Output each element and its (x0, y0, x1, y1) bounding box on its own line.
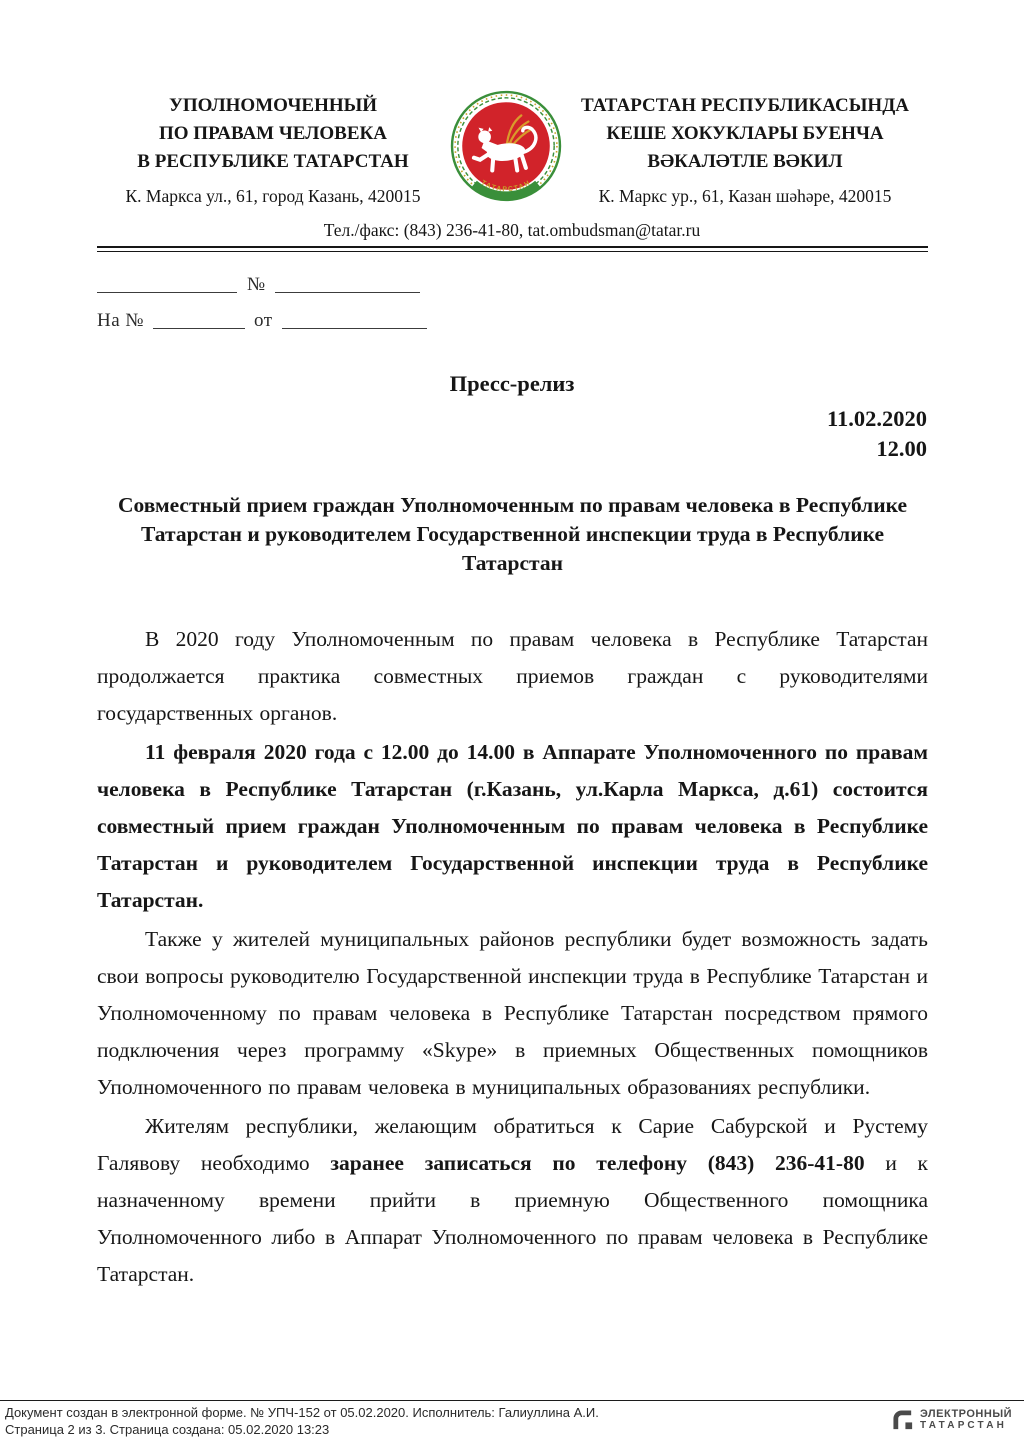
org-line: В РЕСПУБЛИКЕ ТАТАРСТАН (137, 151, 409, 172)
outgoing-number-row (97, 272, 928, 302)
document-title: Пресс-релиз (449, 371, 575, 396)
from-label: от (254, 310, 273, 331)
page-footer (0, 1400, 1024, 1447)
stamp-text (920, 1408, 1012, 1432)
paragraph: В 2020 году Уполномоченным по правам человека в Республике Татарстан продолжается практика совместных приемов граждан с руководителями государственных органов. (97, 627, 928, 725)
on-number-label: На № (97, 310, 145, 331)
paragraph: 11 февраля 2020 года с 12.00 до 14.00 в Аппарате Уполномоченного по правам человека в Республике Татарстан (г.Казань, ул.Карла Маркса, д.61) состоится совместный прием граждан Уполномоченным по правам человека в Республике Татарстан и руководителем Государственной инспекции труда в Республике Татарстан. (97, 740, 928, 912)
footer-doc-info: Документ создан в электронной форме. № УПЧ-152 от 05.02.2020. Исполнитель: Галиуллина А.И. (5, 1405, 599, 1420)
electronic-tatarstan-stamp (892, 1408, 1012, 1432)
date-blank-field (97, 272, 237, 293)
footer-text (0, 1401, 1024, 1438)
contact-line: Тел./факс: (843) 236-41-80, tat.ombudsman@tatar.ru (323, 220, 701, 240)
incoming-date-blank-field (282, 308, 427, 329)
document-date: 11.02.2020 (826, 406, 927, 431)
document-datetime (0, 404, 927, 464)
incoming-number-blank-field (153, 308, 245, 329)
org-line: КЕШЕ ХОКУКЛАРЫ БУЕНЧА (606, 123, 884, 144)
incoming-number-row (97, 308, 928, 338)
emblem-svg (450, 90, 562, 202)
org-name-tatar (562, 90, 928, 207)
org-name-russian (97, 90, 449, 207)
footer-page-info: Страница 2 из 3. Страница создана: 05.02.2020 13:23 (5, 1421, 330, 1437)
org-address-russian: К. Маркса ул., 61, город Казань, 420015 (125, 186, 421, 206)
org-address-tatar: К. Маркс ур., 61, Казан шәһәре, 420015 (598, 186, 892, 206)
electronic-tatarstan-icon (892, 1409, 915, 1432)
document-body (97, 621, 928, 1293)
number-sign-label: № (247, 274, 266, 295)
letterhead-divider (97, 246, 928, 252)
stamp-line-1: ЭЛЕКТРОННЫЙ (920, 1408, 1012, 1420)
document-heading: Совместный прием граждан Уполномоченным по правам человека в Республике Татарстан и руководителем Государственной инспекции труда в Республике Татарстан (117, 493, 908, 575)
tatarstan-coat-of-arms-icon (450, 90, 562, 202)
org-line: ПО ПРАВАМ ЧЕЛОВЕКА (158, 123, 387, 144)
document-time: 12.00 (876, 436, 927, 461)
paragraph: Также у жителей муниципальных районов республики будет возможность задать свои вопросы руководителю Государственной инспекции труда в Республике Татарстан и Уполномоченному по правам человека в Республике Татарстан посредством прямого подключения через программу «Skype» в приемных Общественных помощников Уполномоченного по правам человека в муниципальных образованиях республики. (97, 927, 928, 1099)
org-line: УПОЛНОМОЧЕННЫЙ (168, 95, 378, 116)
org-line: ТАТАРСТАН РЕСПУБЛИКАСЫНДА (580, 95, 909, 116)
number-blank-field (275, 272, 420, 293)
stamp-line-2: ТАТАРСТАН (920, 1420, 1008, 1431)
reference-block (97, 272, 928, 338)
letterhead (97, 90, 928, 207)
emblem-caption: ТАТАРСТАН (479, 179, 532, 194)
org-line: ВӘКАЛӘТЛЕ ВӘКИЛ (647, 151, 843, 172)
paragraph: Жителям республики, желающим обратиться к Сарие Сабурской и Рустему Галявову необходимо заранее записаться по телефону (843) 236-41-80 и к назначенному времени прийти в приемную Общественного помощника Уполномоченного либо в Аппарат Уполномоченного по правам человека в Республике Татарстан. (97, 1114, 928, 1286)
